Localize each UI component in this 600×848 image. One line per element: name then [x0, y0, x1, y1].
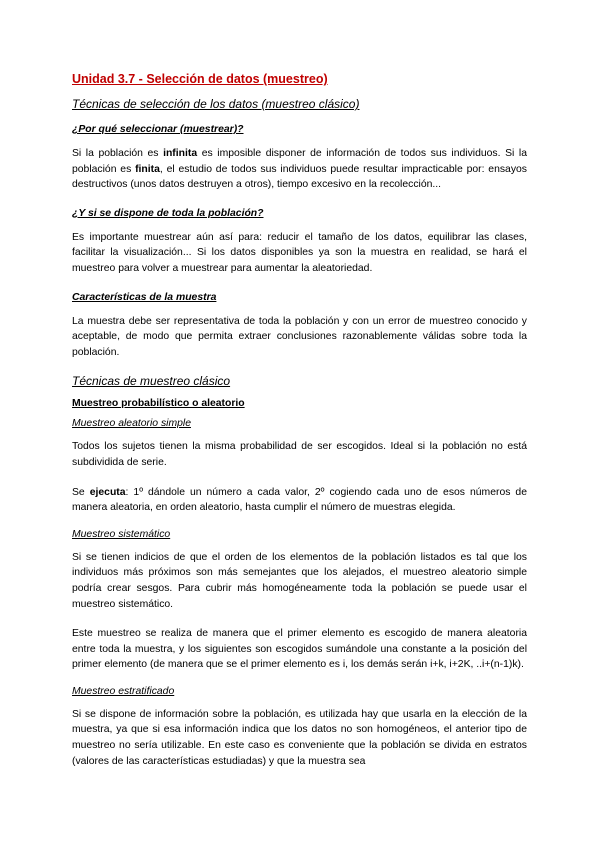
paragraph-simple-random-1: Todos los sujetos tienen la misma probabilidad de ser escogidos. Ideal si la población no está subdividida de serie.	[72, 441, 527, 468]
paragraph-why-sample: Si la población es infinita es imposible disponer de información de todos sus individuos. Si la población es finita, el estudio de todos sus individuos puede resultar impracticable por: ensayos destructivos (unos datos destruyen a otros), tiempo excesivo en la recolección...	[72, 148, 527, 191]
paragraph-sample-characteristics: La muestra debe ser representativa de toda la población y con un error de muestreo conocido y aceptable, de modo que permita extraer conclusiones razonablemente válidas sobre toda la población.	[72, 315, 527, 358]
heading-simple-random: Muestreo aleatorio simple	[72, 418, 191, 430]
paragraph-whole-population: Es importante muestrear aún así para: reducir el tamaño de los datos, equilibrar las clases, facilitar la visualización... Si los datos disponibles ya son la muestra en realidad, se hará el muestreo para volver a muestrear para aumentar la aleatoriedad.	[72, 231, 527, 274]
document-title: Unidad 3.7 - Selección de datos (muestreo)	[72, 72, 328, 86]
heading-probabilistic-sampling: Muestreo probabilístico o aleatorio	[72, 398, 245, 410]
paragraph-systematic-2: Este muestreo se realiza de manera que el primer elemento es escogido de manera aleatoria entre toda la muestra, y los siguientes son escogidos sumándole una constante a la posición del primer elemento (de manera que se el primer elemento es i, los demás serán i+k, i+2K, ..i+(n-1)k).	[72, 628, 527, 671]
document-page	[72, 71, 527, 769]
heading-stratified: Muestreo estratificado	[72, 685, 175, 697]
heading-systematic: Muestreo sistemático	[72, 528, 171, 540]
section-subtitle: Técnicas de selección de los datos (muestreo clásico)	[72, 97, 360, 111]
heading-why-sample: ¿Por qué seleccionar (muestrear)?	[72, 124, 244, 135]
heading-whole-population: ¿Y si se dispone de toda la población?	[72, 207, 264, 219]
paragraph-systematic-1: Si se tienen indicios de que el orden de los elementos de la población listados es tal que los individuos más próximos son más semejantes que los alejados, el muestreo aleatorio simple podría crear sesgos. Para cubrir más homogéneamente toda la población se puede usar el muestreo sistemático.	[72, 551, 527, 610]
heading-sample-characteristics: Características de la muestra	[72, 291, 217, 303]
heading-classic-techniques: Técnicas de muestreo clásico	[72, 374, 231, 389]
paragraph-stratified-1: Si se dispone de información sobre la población, es utilizada hay que usarla en la elección de la muestra, ya que si esa información indica que los datos no son homogéneos, el anterior tipo de muestreo no sería utilizable. En este caso es conveniente que la población se divida en estratos (valores de las características estudiadas) y que la muestra sea	[72, 708, 527, 767]
paragraph-simple-random-2: Se ejecuta: 1º dándole un número a cada valor, 2º cogiendo cada uno de esos números de manera aleatoria, en orden aleatorio, hasta cumplir el número de muestras elegida.	[72, 486, 527, 514]
